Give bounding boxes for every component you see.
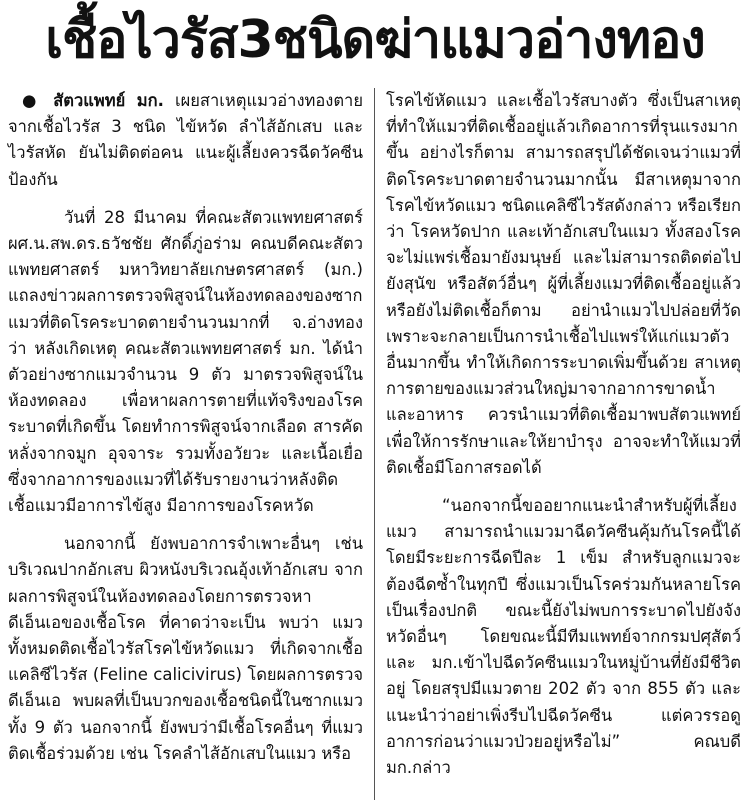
byline: สัตวแพทย์ มก. xyxy=(53,91,164,110)
column-divider xyxy=(374,88,375,800)
column-right xyxy=(386,88,741,793)
headline: เชื้อไวรัส3ชนิดฆ่าแมวอ่างทอง xyxy=(45,10,705,70)
lead-text: เผยสาเหตุแมวอ่างทองตายจากเชื้อไวรัส 3 ชนิด ไข้หวัด ลำไส้อักเสบ และไวรัสหัด ยันไม่ติดต่อคน แนะผู้เลี้ยงควรฉีดวัคซีนป้องกัน xyxy=(8,91,363,189)
quote-paragraph: “นอกจากนี้ขออยากแนะนำสำหรับผู้ที่เลี้ยงแมว สามารถนำแมวมาฉีดวัคซีนคุ้มกันโรคนี้ได้ โดยมีระยะการฉีดปีละ 1 เข็ม สำหรับลูกแมวจะต้องฉีดซ้ำในทุกปี ซึ่งแมวเป็นโรคร่วมกันหลายโรคเป็นเรื่องปกติ ขณะนี้ยังไม่พบการระบาดไปยังจังหวัดอื่นๆ โดยขณะนี้มีทีมแพทย์จากกรมปศุสัตว์ และ มก.เข้าไปฉีดวัคซีนแมวในหมู่บ้านที่ยังมีชีวิตอยู่ โดยสรุปมีแมวตาย 202 ตัว จาก 855 ตัว และแนะนำว่าอย่าเพิ่งรีบไปฉีดวัคซีน แต่ควรรอดูอาการก่อนว่าแมวป่วยอยู่หรือไม่” คณบดี มก.กล่าว xyxy=(386,496,741,778)
body-paragraph: วันที่ 28 มีนาคม ที่คณะสัตวแพทยศาสตร์ ผศ.น.สพ.ดร.ธวัชชัย ศักดิ์ภู่อร่าม คณบดีคณะสัตวแพทยศาสตร์ มหาวิทยาลัยเกษตรศาสตร์ (มก.) แถลงข่าวผลการตรวจพิสูจน์ในห้องทดลองของซากแมวที่ติดโรคระบาดตายจำนวนมากที่ จ.อ่างทอง ว่า หลังเกิดเหตุ คณะสัตวแพทยศาสตร์ มก. ได้นำตัวอย่างซากแมวจำนวน 9 ตัว มาตรวจพิสูจน์ในห้องทดลอง เพื่อหาผลการตายที่แท้จริงของโรคระบาดที่เกิดขึ้น โดยทำการพิสูจน์จากเลือด สารคัดหลั่งจากจมูก อุจจาระ รวมทั้งอวัยวะ และเนื้อเยื่อซึ่งจากอาการของแมวที่ได้รับรายงานว่าหลังติดเชื้อแมวมีอาการไข้สูง มีอาการของโรคหวัด xyxy=(8,207,363,516)
body-paragraph: นอกจากนี้ ยังพบอาการจำเพาะอื่นๆ เช่น บริเวณปากอักเสบ ผิวหนังบริเวณอุ้งเท้าอักเสบ จากผลการพิสูจน์ในห้องทดลองโดยการตรวจหาดีเอ็นเอของเชื้อโรค ที่คาดว่าจะเป็น พบว่า แมวทั้งหมดติดเชื้อไวรัสโรคไข้หวัดแมว ที่เกิดจากเชื้อแคลิซีไวรัส (Feline calicivirus) โดยผลการตรวจดีเอ็นเอ พบผลที่เป็นบวกของเชื้อชนิดนี้ในซากแมวทั้ง 9 ตัว นอกจากนี้ ยังพบว่ามีเชื้อโรคอื่นๆ ที่แมวติดเชื้อร่วมด้วย เช่น โรคลำไส้อักเสบในแมว หรือ xyxy=(8,534,363,763)
column-left xyxy=(8,88,363,779)
lead-paragraph xyxy=(8,88,363,193)
body-paragraph: โรคไข้หัดแมว และเชื้อไวรัสบางตัว ซึ่งเป็นสาเหตุที่ทำให้แมวที่ติดเชื้ออยู่แล้วเกิดอาการที่รุนแรงมากขึ้น อย่างไรก็ตาม สามารถสรุปได้ชัดเจนว่าแมวที่ติดโรคระบาดตายจำนวนมากนั้น มีสาเหตุมาจากโรคไข้หวัดแมว ชนิดแคลิซีไวรัสดังกล่าว หรือเรียกว่า โรคหวัดปาก และเท้าอักเสบในแมว ทั้งสองโรคจะไม่แพร่เชื้อมายังมนุษย์ และไม่สามารถติดต่อไปยังสุนัข หรือสัตว์อื่นๆ ผู้ที่เลี้ยงแมวที่ติดเชื้ออยู่แล้วหรือยังไม่ติดเชื้อก็ตาม อย่านำแมวไปปล่อยที่วัดเพราะจะกลายเป็นการนำเชื้อไปแพร่ให้แก่แมวตัวอื่นมากขึ้น ทำให้เกิดการระบาดเพิ่มขึ้นด้วย สาเหตุการตายของแมวส่วนใหญ่มาจากอาการขาดน้ำ และอาหาร ควรนำแมวที่ติดเชื้อมาพบสัตวแพทย์เพื่อให้การรักษาและให้ยาบำรุง อาจจะทำให้แมวที่ติดเชื้อมีโอกาสรอดได้ xyxy=(386,91,741,477)
bullet-icon: ● xyxy=(22,91,43,110)
